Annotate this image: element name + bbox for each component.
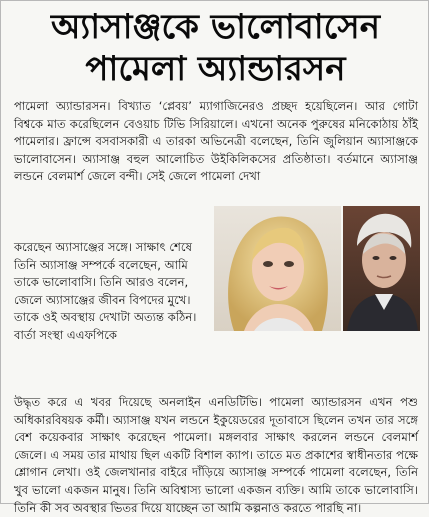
pamela-anderson-photo (214, 206, 341, 331)
julian-assange-photo (343, 206, 420, 331)
body-paragraph-2: করেছেন অ্যাসাঞ্জের সঙ্গে। সাক্ষাৎ শেষে তিনি অ্যাসাঞ্জ সম্পর্কে বলেছেন, আমি তাকে ভালোবাসি। তিনি আরও বলেন, জেলে অ্যাসাঞ্জের জীবন বিপদের মুখে। তাকে ওই অবস্থায় দেখাটা অত্যন্ত কঠিন। বার্তা সংস্থা এএফপিকে (14, 240, 197, 342)
headline-line-1: অ্যাসাঞ্জকে ভালোবাসেন (50, 7, 381, 47)
body-paragraph-3: উদ্ধৃত করে এ খবর দিয়েছে অনলাইন এনডিটিভি। পামেলা অ্যান্ডারসন এখন পশু অধিকারবিষয়ক কর্মী। অ্যাসাঞ্জ যখন লন্ডনে ইকুয়েডরের দূতাবাসে ছিলেন তখন তার সঙ্গে বেশ কয়েকবার সাক্ষাৎ করেছেন পামেলা। মঙ্গলবার সাক্ষাৎ করলেন লন্ডনে বেলমার্শ জেলে। এ সময় তার মাথায় ছিল একটি বিশাল ক্যাপ। তাতে মত প্রকাশের স্বাধীনতার পক্ষে শ্লোগান লেখা। ওই জেলখানার বাইরে দাঁড়িয়ে অ্যাসাঞ্জ সম্পর্কে পামেলা বলেছেন, তিনি খুব ভালো একজন মানুষ। তিনি অবিশ্বাস্য ভালো একজন ব্যক্তি। আমি তাকে ভালোবাসি। তিনি কী সব অবস্থার ভিতর দিয়ে যাচ্ছেন তা আমি কল্পনাও করতে পারছি না। (14, 395, 418, 515)
body-paragraph-1: পামেলা অ্যান্ডারসন। বিখ্যাত ‘প্লেবয়’ ম্যাগাজিনেরও প্রচ্ছদ হয়েছিলেন। আর গোটা বিশ্বকে মাত করেছিলেন বেওয়াচ টিভি সিরিয়ালে। এখনো অনেক পুরুষের মনিকোঠায় ঠাঁই পামেলার। ফ্রান্সে বসবাসকারী এ তারকা অভিনেত্রী বলেছেন, তিনি জুলিয়ান অ্যাসাঞ্জকে ভালোবাসেন। অ্যাসাঞ্জ বহুল আলোচিত উইকিলিকসের প্রতিষ্ঠাতা। বর্তমানে অ্যাসাঞ্জ লন্ডনে বেলমার্শ জেলে বন্দী। সেই জেলে পামেলা দেখা (14, 99, 418, 184)
headline-line-2: পামেলা অ্যান্ডারসন (85, 49, 346, 89)
